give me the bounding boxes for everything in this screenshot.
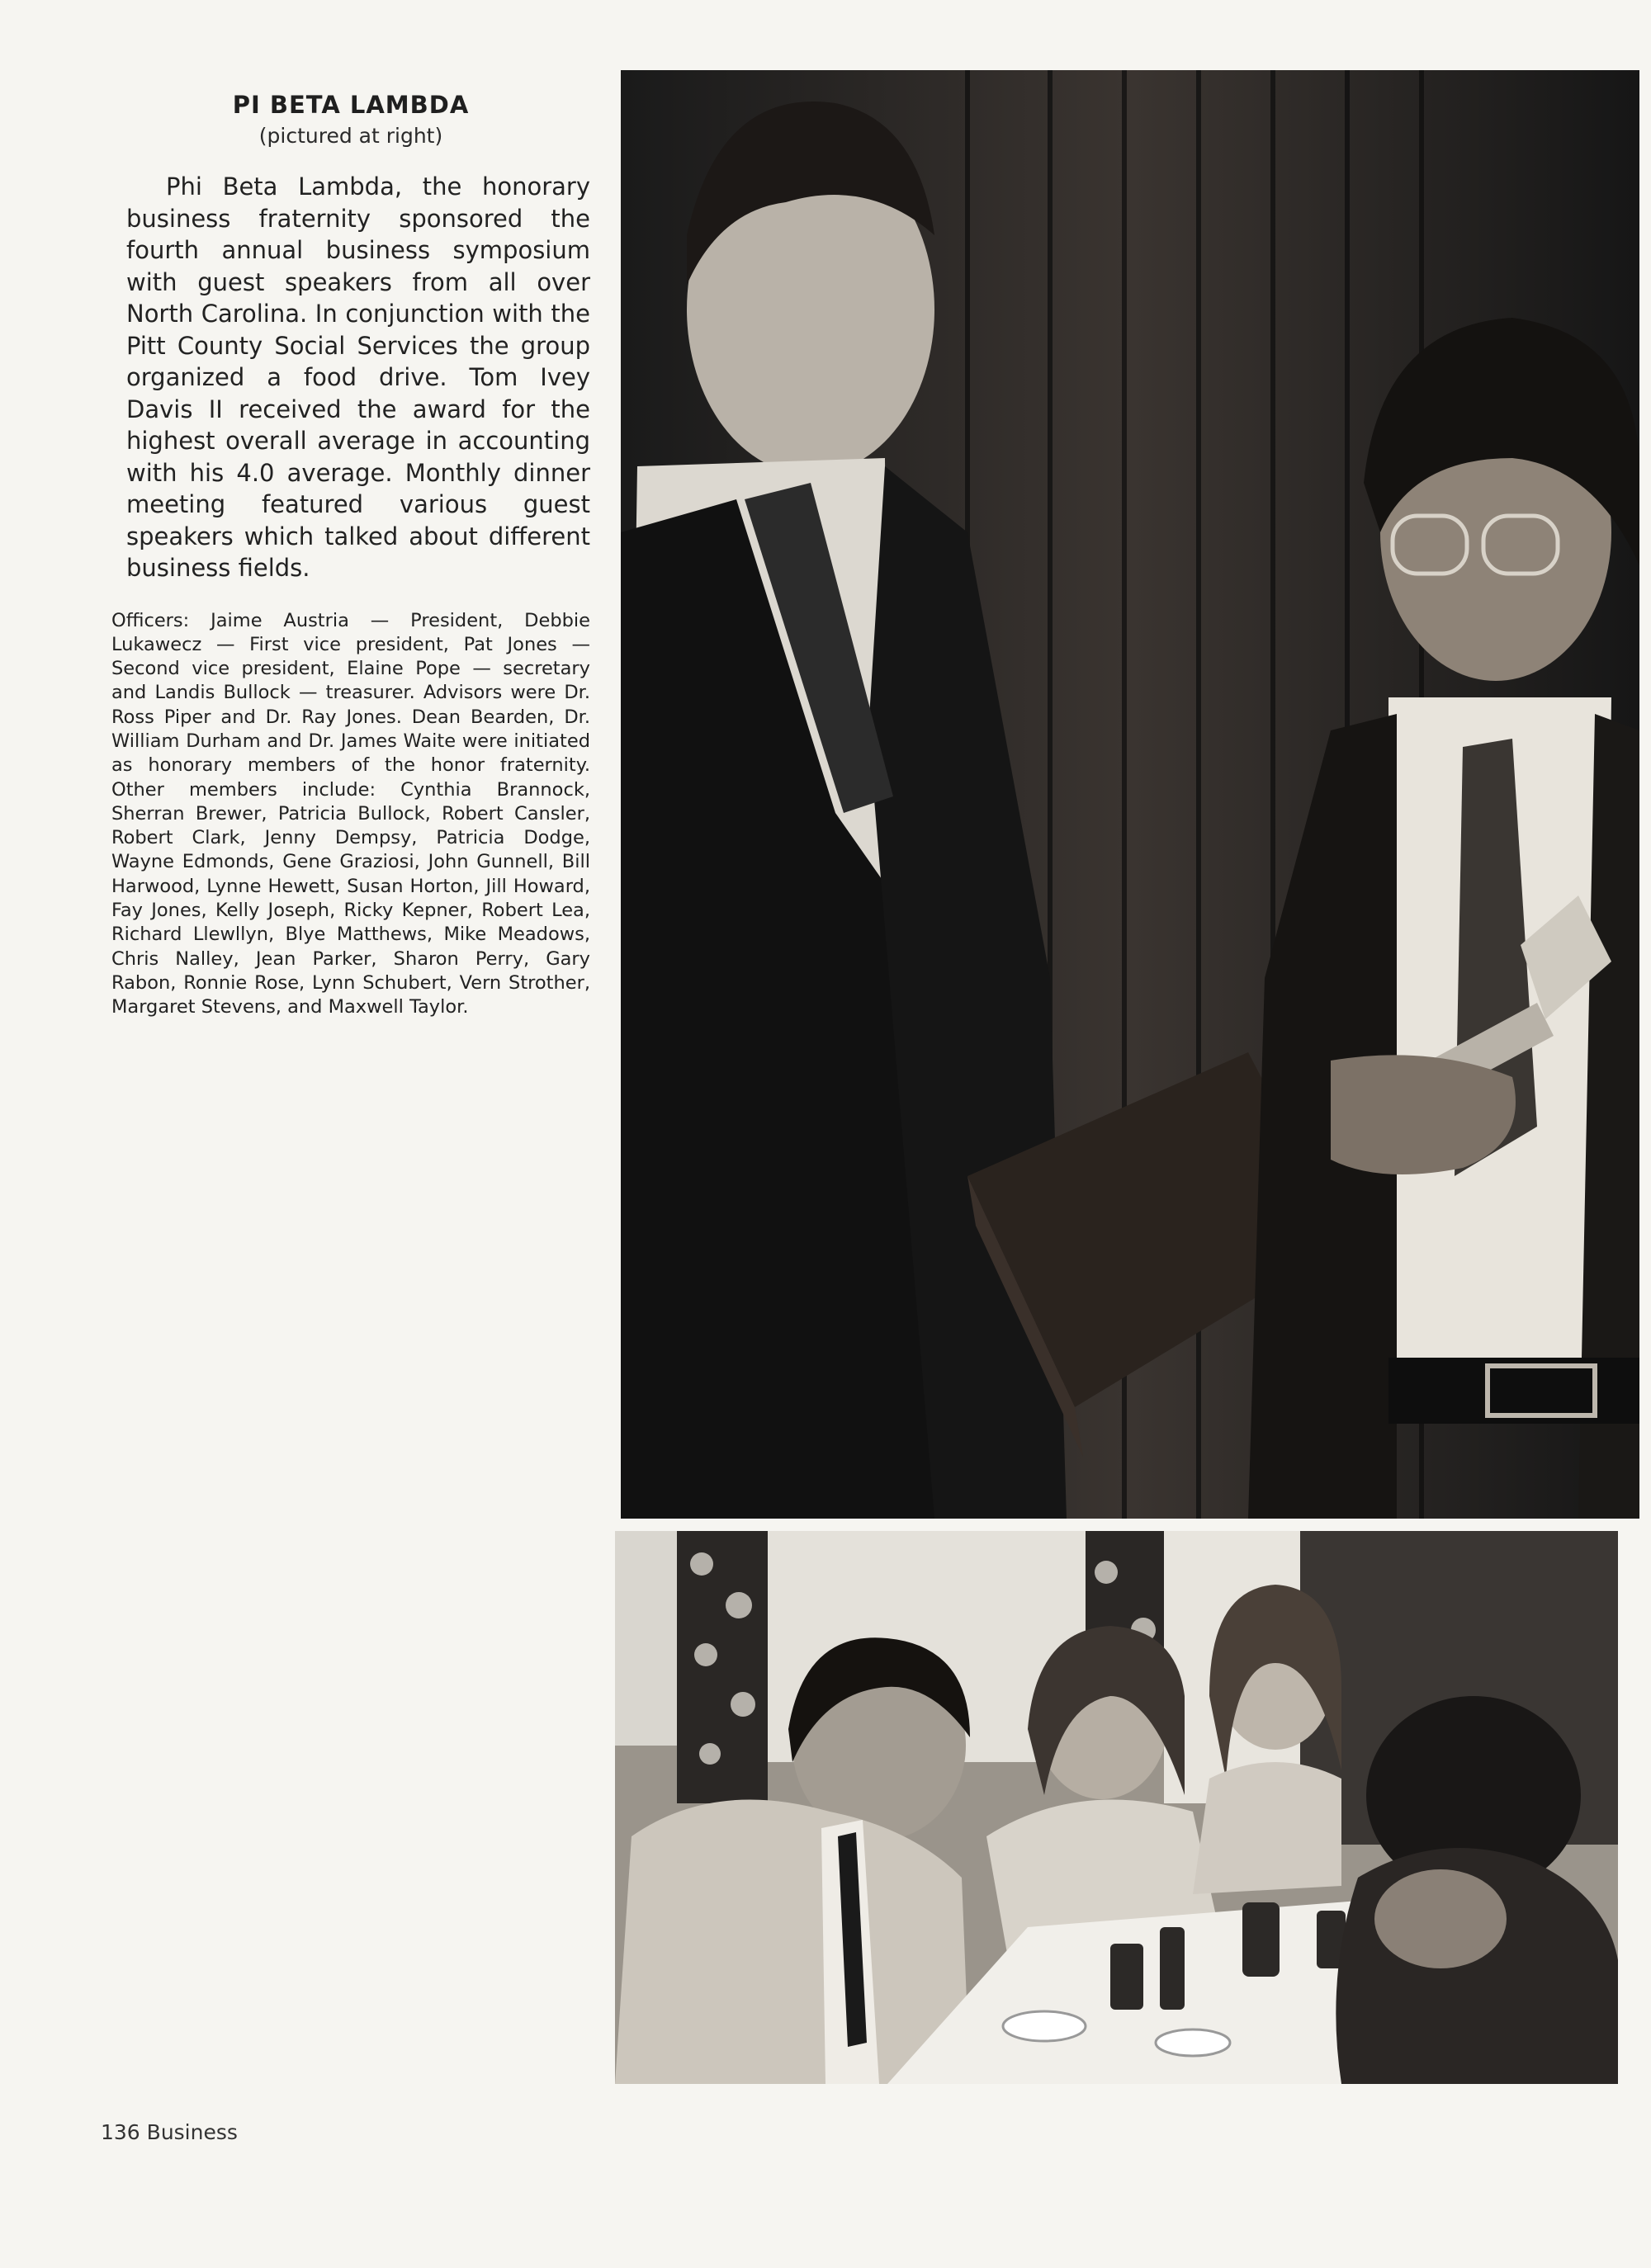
article-body: Phi Beta Lambda, the honorary business fraternity sponsored the fourth annual business symposium with guest speakers from all over North Carolina. In conjunction with the Pitt County Social Services the group organized a food drive. Tom Ivey Davis II received the award for the highest overall average in accounting with his 4.0 average. Monthly dinner meeting featured various guest speakers which talked about different business fields. bbox=[126, 172, 590, 582]
officers-list: Officers: Jaime Austria — President, Debbie Lukawecz — First vice president, Pat Jones — Second vice president, Elaine Pope — secretary and Landis Bullock — treasurer. Advisors were Dr. Ross Piper and Dr. Ray Jones. Dean Bearden, Dr. William Durham and Dr. James Waite were initiated as honorary members of the honor fraternity. Other members include: Cynthia Brannock, Sherran Brewer, Patricia Bullock, Robert Cansler, Robert Clark, Jenny Dempsy, Patricia Dodge, Wayne Edmonds, Gene Graziosi, John Gunnell, Bill Harwood, Lynne Hewett, Susan Horton, Jill Howard, Fay Jones, Kelly Joseph, Ricky Kepner, Robert Lea, Richard Llewllyn, Blye Matthews, Mike Meadows, Chris Nalley, Jean Parker, Sharon Perry, Gary Rabon, Ronnie Rose, Lynn Schubert, Vern Strother, Margaret Stevens, and Maxwell Taylor. bbox=[111, 609, 590, 1018]
article-heading: PI BETA LAMBDA bbox=[232, 91, 470, 119]
article-subheading: (pictured at right) bbox=[258, 124, 443, 148]
page-folio: 136 Business bbox=[101, 2120, 238, 2144]
award-presentation-photo bbox=[621, 70, 1639, 1519]
article-column bbox=[111, 91, 590, 1020]
dinner-meeting-photo bbox=[615, 1531, 1618, 2084]
